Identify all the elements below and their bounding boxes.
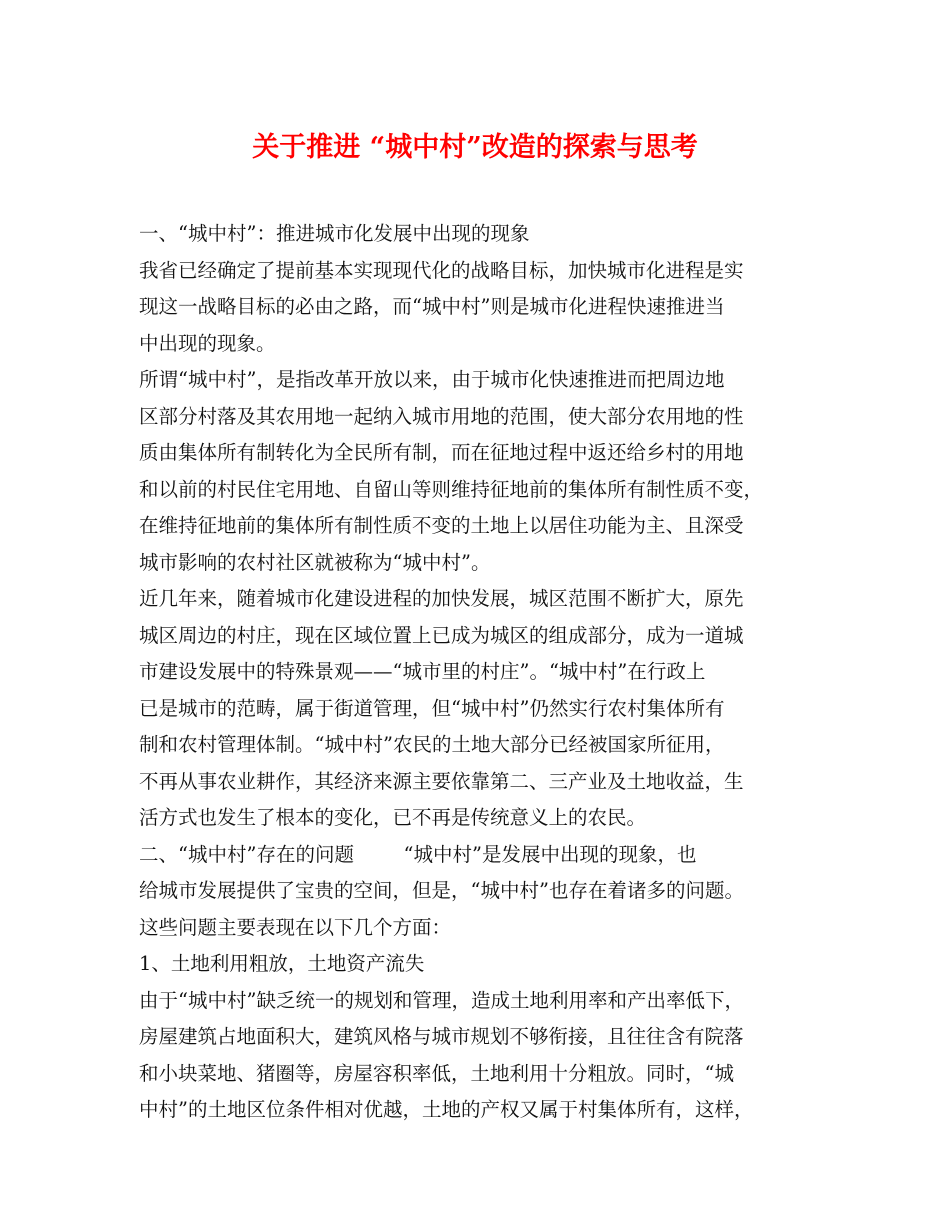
document-body bbox=[139, 216, 839, 1129]
text-line: 城区周边的村庄，现在区域位置上已成为城区的组成部分，成为一道城 bbox=[139, 623, 744, 647]
text-line: 制和农村管理体制。“城中村”农民的土地大部分已经被国家所征用， bbox=[139, 733, 725, 756]
text-line: 中村”的土地区位条件相对优越，土地的产权又属于村集体所有，这样， bbox=[139, 1098, 754, 1121]
text-line: 房屋建筑占地面积大，建筑风格与城市规划不够衔接，且往往含有院落 bbox=[139, 1025, 744, 1048]
text-line: 不再从事农业耕作，其经济来源主要依靠第二、三产业及土地收益，生 bbox=[139, 769, 744, 793]
text-line: 区部分村落及其农用地一起纳入城市用地的范围，使大部分农用地的性 bbox=[139, 404, 744, 428]
text-line: 二、“城中村”存在的问题 “城中村”是发展中出现的现象，也 bbox=[139, 842, 697, 866]
text-line: 中出现的现象。 bbox=[139, 331, 276, 355]
text-line: 质由集体所有制转化为全民所有制，而在征地过程中返还给乡村的用地 bbox=[139, 441, 744, 464]
document-title: 关于推进 “城中村”改造的探索与思考 bbox=[252, 132, 698, 163]
text-line: 已是城市的范畴，属于街道管理，但“城中村”仍然实行农村集体所有 bbox=[139, 696, 725, 720]
text-line: 我省已经确定了提前基本实现现代化的战略目标，加快城市化进程是实 bbox=[139, 258, 744, 282]
text-line: 一、“城中村”：推进城市化发展中出现的现象 bbox=[139, 222, 530, 245]
text-line: 给城市发展提供了宝贵的空间，但是，“城中村”也存在着诸多的问题。 bbox=[139, 879, 744, 902]
text-line: 市建设发展中的特殊景观——“城市里的村庄”。“城中村”在行政上 bbox=[139, 660, 706, 683]
text-line: 1、土地利用粗放，土地资产流失 bbox=[139, 952, 425, 975]
text-line: 在维持征地前的集体所有制性质不变的土地上以居住功能为主、且深受 bbox=[139, 514, 744, 537]
text-line: 和小块菜地、猪圈等，房屋容积率低，土地利用十分粗放。同时，“城 bbox=[139, 1061, 734, 1085]
text-line: 活方式也发生了根本的变化，已不再是传统意义上的农民。 bbox=[139, 806, 647, 829]
text-line: 由于“城中村”缺乏统一的规划和管理，造成土地利用率和产出率低下， bbox=[139, 988, 744, 1012]
text-line: 城市影响的农村社区就被称为“城中村”。 bbox=[139, 550, 491, 574]
text-line: 现这一战略目标的必由之路，而“城中村”则是城市化进程快速推进当 bbox=[139, 295, 725, 318]
text-line: 近几年来，随着城市化建设进程的加快发展，城区范围不断扩大，原先 bbox=[139, 587, 744, 610]
text-line: 这些问题主要表现在以下几个方面： bbox=[139, 915, 452, 939]
text-line: 所谓“城中村”，是指改革开放以来，由于城市化快速推进而把周边地 bbox=[139, 368, 725, 391]
text-line: 和以前的村民住宅用地、自留山等则维持征地前的集体所有制性质不变， bbox=[139, 477, 764, 501]
